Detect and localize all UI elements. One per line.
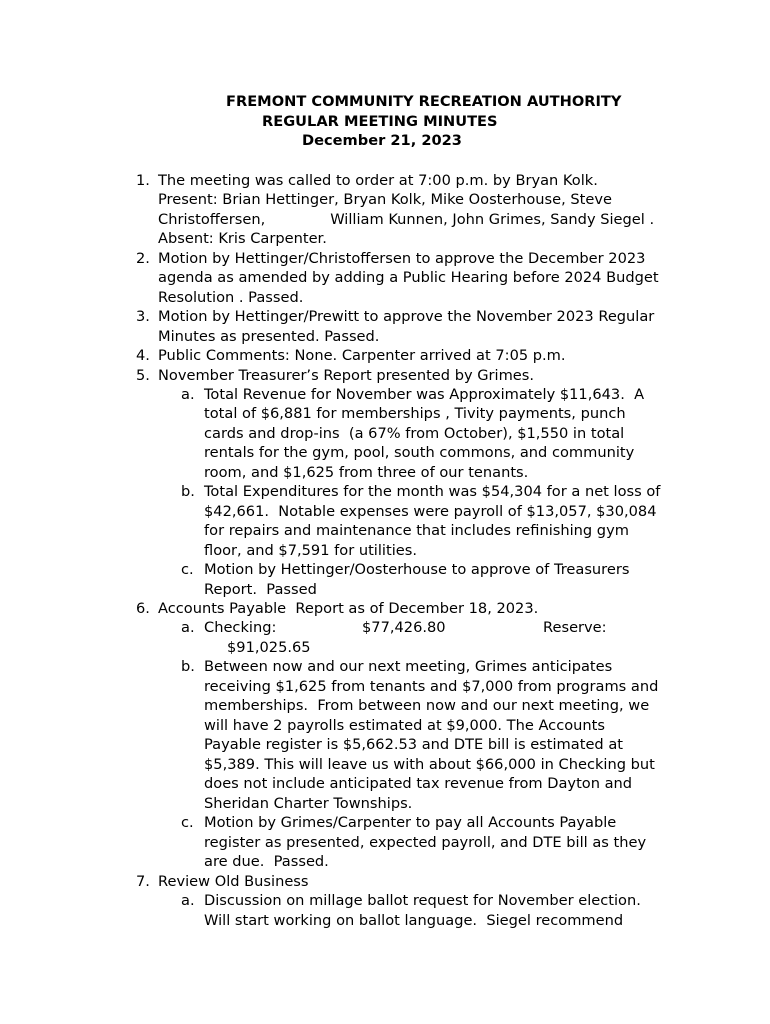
item-7a-line-2: Will start working on ballot language. Siegel recommend [204,912,624,929]
subitem-letter: c. [181,814,194,831]
item-4-line-1: Public Comments: None. Carpenter arrived at 7:05 p.m. [158,347,566,364]
item-6b-line-5: Payable register is $5,662.53 and DTE bill is estimated at [204,736,623,753]
item-number: 7. [136,873,150,890]
item-6b-line-8: Sheridan Charter Townships. [204,795,413,812]
item-6-line-1: Accounts Payable Report as of December 18, 2023. [158,600,539,617]
subitem-letter: a. [181,619,195,636]
item-5b-line-2: $42,661. Notable expenses were payroll of $13,057, $30,084 [204,503,657,520]
item-6b-line-3: memberships. From between now and our next meeting, we [204,697,650,714]
item-6b-line-4: will have 2 payrolls estimated at $9,000. The Accounts [204,717,605,734]
item-5b-line-3: for repairs and maintenance that includes refinishing gym [204,522,629,539]
checking-value: $77,426.80 [362,619,446,636]
item-5a-line-2: total of $6,881 for memberships , Tivity payments, punch [204,405,626,422]
item-number: 2. [136,250,150,267]
item-6c-line-1: Motion by Grimes/Carpenter to pay all Accounts Payable [204,814,617,831]
item-5c-line-1: Motion by Hettinger/Oosterhouse to approve of Treasurers [204,561,630,578]
item-3-line-1: Motion by Hettinger/Prewitt to approve the November 2023 Regular [158,308,655,325]
checking-label: Checking: [204,619,277,636]
item-number: 1. [136,172,150,189]
subitem-letter: a. [181,892,195,909]
item-6b-line-2: receiving $1,625 from tenants and $7,000 from programs and [204,678,659,695]
subitem-letter: c. [181,561,194,578]
reserve-value: $91,025.65 [227,639,311,656]
item-7-line-1: Review Old Business [158,873,309,890]
item-5b-line-1: Total Expenditures for the month was $54,304 for a net loss of [204,483,661,500]
item-1-line-4: Absent: Kris Carpenter. [158,230,327,247]
item-6b-line-7: does not include anticipated tax revenue from Dayton and [204,775,633,792]
item-5a-line-5: room, and $1,625 from three of our tenants. [204,464,529,481]
item-1-line-1: The meeting was called to order at 7:00 p.m. by Bryan Kolk. [158,172,598,189]
subitem-letter: a. [181,386,195,403]
item-5a-line-3: cards and drop-ins (a 67% from October), $1,550 in total [204,425,625,442]
item-number: 6. [136,600,150,617]
item-number: 4. [136,347,150,364]
item-number: 3. [136,308,150,325]
item-5c-line-2: Report. Passed [204,581,317,598]
item-1-line-3: Christoffersen, William Kunnen, John Grimes, Sandy Siegel . [158,211,655,228]
item-6c-line-2: register as presented, expected payroll, and DTE bill as they [204,834,647,851]
item-5-line-1: November Treasurer’s Report presented by Grimes. [158,367,535,384]
item-7a-line-1: Discussion on millage ballot request for November election. [204,892,641,909]
item-6b-line-1: Between now and our next meeting, Grimes anticipates [204,658,613,675]
item-6b-line-6: $5,389. This will leave us with about $66,000 in Checking but [204,756,655,773]
item-3-line-2: Minutes as presented. Passed. [158,328,380,345]
item-5a-line-1: Total Revenue for November was Approximately $11,643. A [204,386,645,403]
item-2-line-2: agenda as amended by adding a Public Hearing before 2024 Budget [158,269,659,286]
subitem-letter: b. [181,658,195,675]
item-6c-line-3: are due. Passed. [204,853,329,870]
minutes-title: REGULAR MEETING MINUTES [262,113,498,130]
item-5a-line-4: rentals for the gym, pool, south commons, and community [204,444,635,461]
item-2-line-3: Resolution . Passed. [158,289,304,306]
reserve-label: Reserve: [543,619,607,636]
item-1-line-2: Present: Brian Hettinger, Bryan Kolk, Mike Oosterhouse, Steve [158,191,612,208]
subitem-letter: b. [181,483,195,500]
item-2-line-1: Motion by Hettinger/Christoffersen to approve the December 2023 [158,250,646,267]
meeting-date: December 21, 2023 [302,132,462,149]
item-5b-line-4: floor, and $7,591 for utilities. [204,542,417,559]
item-number: 5. [136,367,150,384]
org-title: FREMONT COMMUNITY RECREATION AUTHORITY [226,93,622,110]
